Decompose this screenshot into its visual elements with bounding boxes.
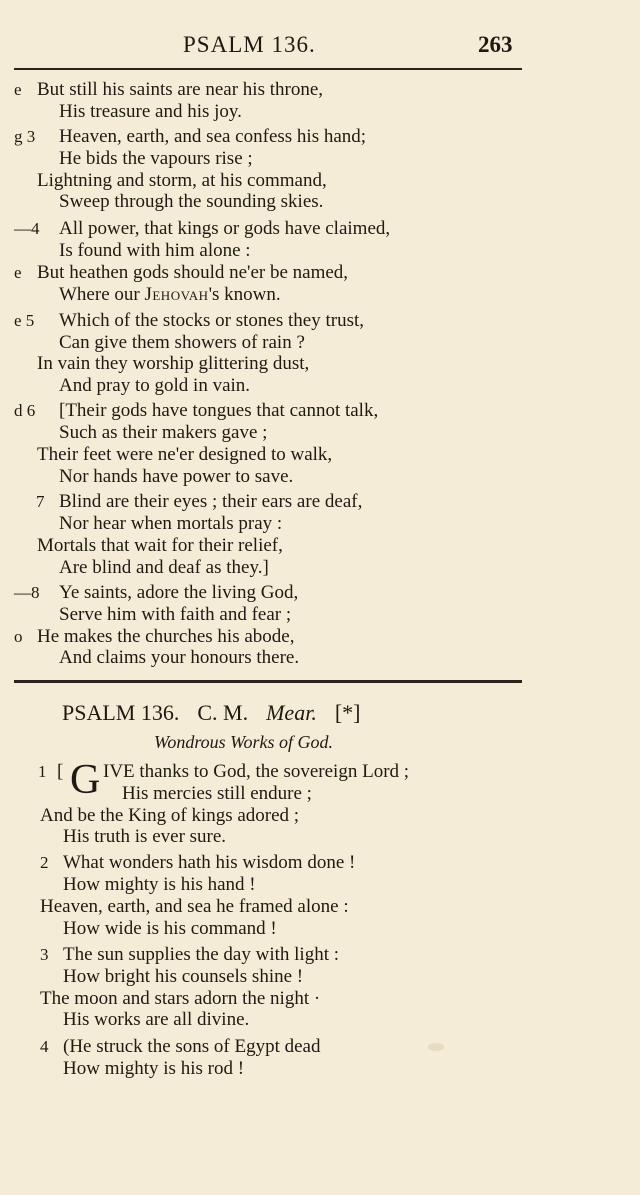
verse-number: 4 <box>40 1037 49 1056</box>
verse-line: His works are all divine. <box>63 1009 250 1030</box>
verse-number: 1 <box>38 762 47 781</box>
ink-smudge <box>428 1043 444 1051</box>
running-head <box>0 32 640 62</box>
verse-line-text: Where our <box>59 284 145 305</box>
verse-line: How wide is his command ! <box>63 918 277 939</box>
verse-line: And pray to gold in vain. <box>59 375 251 396</box>
verse-line: How bright his counsels shine ! <box>63 966 304 987</box>
verse-line: Are blind and deaf as they.] <box>59 557 269 578</box>
verse-line: But heathen gods should ne'er be named, <box>37 262 349 283</box>
verse-line: Is found with him alone : <box>59 240 251 261</box>
verse-line: The sun supplies the day with light : <box>63 944 340 965</box>
section-title <box>62 700 360 726</box>
tune-name: Mear. <box>266 700 317 725</box>
verse-mark: e <box>14 80 22 99</box>
divine-name: Jehovah <box>144 284 209 305</box>
verse-line: Which of the stocks or stones they trust, <box>59 310 365 331</box>
verse-line: Lightning and storm, at his command, <box>37 170 327 191</box>
verse-line: The moon and stars adorn the night · <box>40 988 321 1009</box>
verse-line: Serve him with faith and fear ; <box>59 604 292 625</box>
drop-cap: G <box>70 757 101 803</box>
verse-line: Ye saints, adore the living God, <box>59 582 299 603</box>
verse-mark: d 6 <box>14 401 36 420</box>
verse-number: 3 <box>40 945 49 964</box>
verse-mark: o <box>14 627 23 646</box>
verse-line: His mercies still endure ; <box>122 783 312 804</box>
verse-line: [Their gods have tongues that cannot talk, <box>59 400 379 421</box>
verse-line: In vain they worship glittering dust, <box>37 353 310 374</box>
verse-line: How mighty is his rod ! <box>63 1058 245 1079</box>
verse-line: And be the King of kings adored ; <box>40 805 300 826</box>
running-head-title: PSALM 136. <box>183 32 316 57</box>
verse-line: Heaven, earth, and sea he framed alone : <box>40 896 349 917</box>
section-divider <box>14 680 522 683</box>
verse-line: But still his saints are near his throne, <box>37 79 324 100</box>
verse-line: Mortals that wait for their relief, <box>37 535 283 556</box>
meter-label: C. M. <box>197 700 249 725</box>
verse-line: What wonders hath his wisdom done ! <box>63 852 356 873</box>
verse-line: He makes the churches his abode, <box>37 626 295 647</box>
header-rule <box>14 68 522 70</box>
verse-line: All power, that kings or gods have claimed, <box>59 218 391 239</box>
verse-line: Nor hands have power to save. <box>59 466 294 487</box>
verse-line: IVE thanks to God, the sovereign Lord ; <box>103 761 410 782</box>
verse-mark: —8 <box>14 583 40 602</box>
verse-line: Blind are their eyes ; their ears are deaf, <box>59 491 363 512</box>
opening-bracket: [ <box>57 761 64 782</box>
verse-line: Nor hear when mortals pray : <box>59 513 283 534</box>
verse-mark: —4 <box>14 219 40 238</box>
verse-mark: 7 <box>36 492 45 511</box>
verse-mark: e 5 <box>14 311 35 330</box>
verse-line: Can give them showers of rain ? <box>59 332 305 353</box>
verse-line: (He struck the sons of Egypt dead <box>63 1036 321 1057</box>
verse-line-text: 's known. <box>208 284 281 305</box>
verse-line: And claims your honours there. <box>59 647 300 668</box>
verse-line: How mighty is his hand ! <box>63 874 256 895</box>
verse-line: His treasure and his joy. <box>59 101 242 122</box>
verse-mark: e <box>14 263 22 282</box>
psalm-title: PSALM 136. <box>62 700 180 725</box>
verse-line: Heaven, earth, and sea confess his hand; <box>59 126 367 147</box>
verse-line: He bids the vapours rise ; <box>59 148 253 169</box>
verse-line: Sweep through the sounding skies. <box>59 191 324 212</box>
verse-mark: g 3 <box>14 127 36 146</box>
verse-line: Their feet were ne'er designed to walk, <box>37 444 333 465</box>
tune-mark: [*] <box>334 700 361 725</box>
verse-line: Such as their makers gave ; <box>59 422 268 443</box>
section-subtitle: Wondrous Works of God. <box>154 732 334 752</box>
verse-number: 2 <box>40 853 49 872</box>
verse-line: His truth is ever sure. <box>63 826 227 847</box>
page-number: 263 <box>478 32 513 57</box>
verse-line <box>59 284 281 306</box>
